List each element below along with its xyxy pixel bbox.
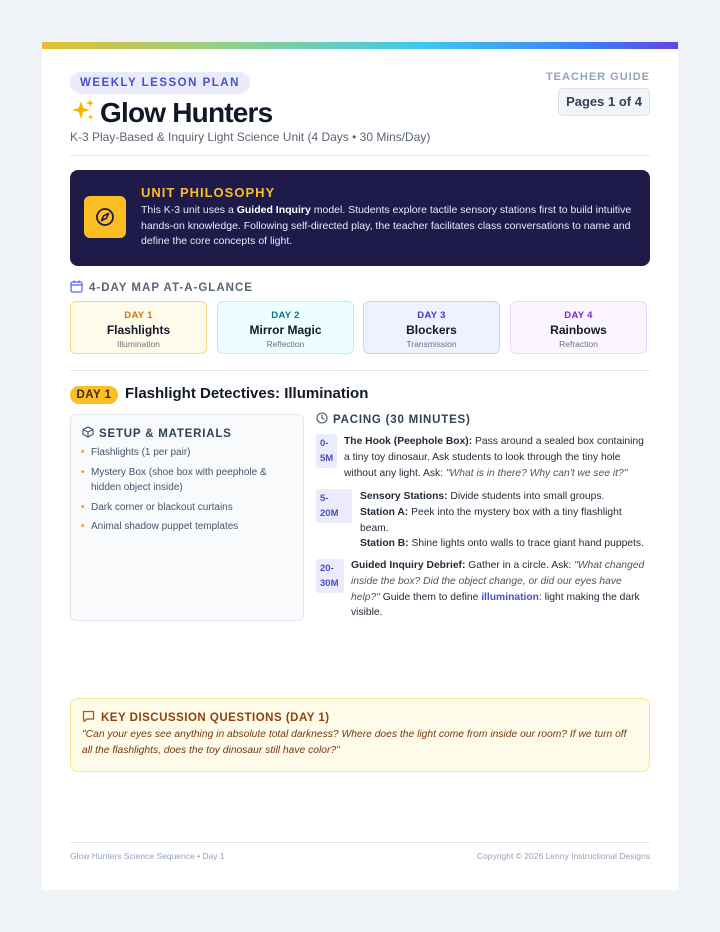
footer-copyright: Copyright © 2026 Lenny Instructional Designs bbox=[476, 851, 650, 861]
setup-materials-card bbox=[70, 414, 304, 621]
pacing-block-title: Sensory Stations: bbox=[360, 491, 448, 502]
pacing-heading-text: PACING (30 MINUTES) bbox=[333, 413, 471, 426]
time-badge-start: 0- bbox=[320, 438, 329, 449]
map-heading bbox=[70, 280, 253, 296]
station-text: Peek into the mystery box with a tiny flashlight beam. bbox=[360, 506, 622, 534]
page-content bbox=[70, 42, 650, 890]
time-badge-end: 5M bbox=[320, 453, 334, 464]
unit-philosophy-text bbox=[141, 203, 636, 250]
clock-icon bbox=[316, 412, 328, 427]
section-divider bbox=[70, 370, 650, 371]
day-card-2 bbox=[217, 301, 354, 354]
setup-heading bbox=[82, 426, 232, 441]
day-card-title: Blockers bbox=[406, 323, 457, 337]
station-text: Shine lights onto walls to trace giant hand puppets. bbox=[408, 538, 644, 550]
speech-bubble-icon bbox=[82, 710, 95, 726]
pacing-heading bbox=[316, 412, 471, 427]
philosophy-text-part: This K-3 unit uses a bbox=[141, 204, 237, 216]
pacing-block-text: Divide students into small groups. bbox=[447, 491, 605, 502]
philosophy-text-part: model. Students explore tactile sensory stations first to build intuitive hands-on knowledge. Following self-directed play, the teacher facilitates class conversations to name and define the core concepts of light. bbox=[141, 204, 632, 247]
discussion-questions-card bbox=[70, 698, 650, 772]
time-badge-start: 20- bbox=[320, 563, 334, 574]
list-item: • Dark corner or blackout curtains bbox=[81, 500, 281, 516]
calendar-icon bbox=[70, 280, 83, 296]
page-title bbox=[70, 94, 272, 132]
day-card-day: DAY 4 bbox=[564, 310, 593, 321]
pacing-block-quote: "What changed inside the box? Did the object change, or did our eyes have help?" bbox=[351, 560, 645, 603]
page-subtitle: K-3 Play-Based & Inquiry Light Science Unit (4 Days • 30 Mins/Day) bbox=[70, 130, 431, 144]
setup-heading-text: SETUP & MATERIALS bbox=[99, 427, 232, 440]
teacher-guide-label: TEACHER GUIDE bbox=[545, 71, 650, 83]
page-count-badge: Pages 1 of 4 bbox=[558, 88, 650, 116]
day-card-day: DAY 2 bbox=[271, 310, 300, 321]
lesson-plan-page bbox=[42, 42, 678, 890]
list-item: • Animal shadow puppet templates bbox=[81, 519, 281, 535]
pacing-block-quote: "What is in there? Why can't we see it?" bbox=[445, 467, 628, 479]
compass-icon bbox=[84, 196, 126, 238]
discussion-questions-text: "Can your eyes see anything in absolute total darkness? Where does the light come from inside our room? If we turn off all the flashlights, does the toy dinosaur still have color?" bbox=[82, 729, 627, 756]
discussion-heading bbox=[82, 710, 330, 726]
day-card-4 bbox=[510, 301, 647, 354]
map-heading-text: 4-DAY MAP AT-A-GLANCE bbox=[89, 282, 253, 294]
pacing-block-text: Guide them to define bbox=[379, 591, 482, 603]
time-badge bbox=[316, 489, 352, 523]
day-badge: DAY 1 bbox=[70, 386, 118, 404]
time-badge bbox=[316, 559, 344, 593]
box-icon bbox=[82, 426, 94, 441]
day-card-concept: Illumination bbox=[117, 339, 160, 349]
day-card-3 bbox=[363, 301, 500, 354]
weekly-lesson-plan-pill: WEEKLY LESSON PLAN bbox=[70, 72, 250, 94]
time-badge-end: 20M bbox=[320, 508, 339, 519]
pacing-block-line bbox=[360, 489, 652, 505]
day-card-concept: Reflection bbox=[266, 339, 305, 349]
pacing-block-debrief bbox=[351, 558, 651, 621]
title-text: Glow Hunters bbox=[100, 97, 273, 128]
list-item: • Flashlights (1 per pair) bbox=[81, 445, 281, 461]
pacing-block-stations bbox=[360, 489, 652, 552]
unit-philosophy-card bbox=[70, 170, 650, 266]
time-badge-end: 30M bbox=[320, 578, 339, 589]
unit-philosophy-heading: UNIT PHILOSOPHY bbox=[141, 185, 276, 200]
day-card-day: DAY 1 bbox=[124, 310, 153, 321]
header-divider bbox=[70, 155, 650, 156]
philosophy-bold-term: Guided Inquiry bbox=[236, 204, 311, 216]
time-badge-start: 5- bbox=[320, 493, 329, 504]
day-card-concept: Refraction bbox=[559, 339, 598, 349]
time-badge bbox=[316, 434, 337, 468]
day-card-1 bbox=[70, 301, 207, 354]
station-b-line bbox=[360, 536, 652, 552]
discussion-heading-text: KEY DISCUSSION QUESTIONS (DAY 1) bbox=[101, 712, 330, 724]
day-card-concept: Transmission bbox=[406, 339, 457, 349]
station-a-line bbox=[360, 505, 652, 537]
station-label: Station A: bbox=[360, 506, 409, 518]
pacing-block-title: The Hook (Peephole Box): bbox=[344, 436, 473, 447]
station-label: Station B: bbox=[360, 538, 409, 550]
pacing-block-title: Guided Inquiry Debrief: bbox=[351, 560, 466, 571]
pacing-block-text: Gather in a circle. Ask: bbox=[465, 560, 575, 571]
highlighted-term: illumination bbox=[481, 591, 539, 603]
day-card-title: Mirror Magic bbox=[249, 323, 322, 337]
materials-list bbox=[81, 445, 281, 539]
list-item: • Mystery Box (shoe box with peephole & hidden object inside) bbox=[81, 465, 281, 496]
day-card-day: DAY 3 bbox=[417, 310, 446, 321]
pacing-block-text: : light making the dark visible. bbox=[351, 591, 640, 619]
pacing-block-text: Pass around a sealed box containing a tiny toy dinosaur. Ask students to look through the tiny hole without any light. Ask: bbox=[344, 436, 644, 479]
sparkles-icon bbox=[70, 98, 96, 129]
day-title: Flashlight Detectives: Illumination bbox=[125, 385, 369, 402]
day-card-title: Rainbows bbox=[550, 323, 607, 337]
pacing-block-hook bbox=[344, 434, 652, 481]
footer-divider bbox=[70, 842, 650, 843]
day-card-title: Flashlights bbox=[106, 323, 171, 337]
footer-sequence-label: Glow Hunters Science Sequence • Day 1 bbox=[70, 851, 225, 861]
